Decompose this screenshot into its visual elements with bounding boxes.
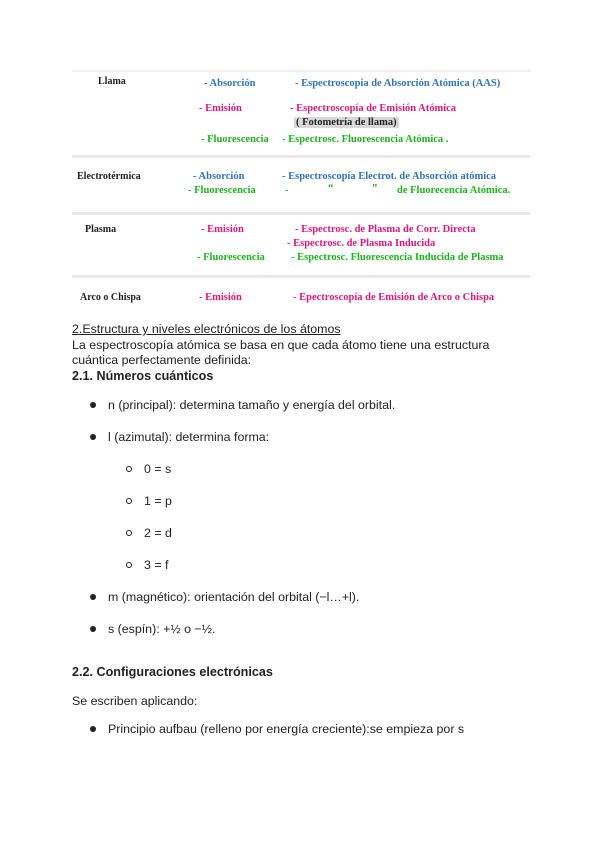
bullet-icon (90, 402, 96, 408)
ditto-mark: “ (328, 183, 334, 194)
circle-bullet-icon (126, 498, 132, 504)
description-plasma-corr-directa: - Espectrosc. de Plasma de Corr. Directa (295, 224, 476, 235)
subsection-title-numeros-cuanticos: 2.1. Números cuánticos (72, 369, 214, 383)
section-title: 2.Estructura y niveles electrónicos de los átomos (72, 322, 341, 336)
description-fluorescencia-atomica: - Espectrosc. Fluorescencia Atómica . (282, 134, 449, 145)
description-fluorescencia-plasma: - Espectrosc. Fluorescencia Inducida de Plasma (291, 252, 504, 263)
bullet-icon (90, 626, 96, 632)
technique-fluorescencia: - Fluorescencia (197, 252, 265, 263)
table-divider (72, 212, 530, 215)
note-fotometria: ( Fotometría de llama) (296, 117, 397, 128)
table-divider (72, 155, 530, 158)
table-divider (72, 275, 530, 278)
intro-line: La espectroscopía atómica se basa en que cada átomo tiene una estructura (72, 338, 490, 352)
technique-fluorescencia: - Fluorescencia (201, 134, 269, 145)
dash-mark: - (285, 185, 289, 196)
subsection-title-configuraciones: 2.2. Configuraciones electrónicas (72, 665, 273, 679)
technique-fluorescencia: - Fluorescencia (188, 185, 256, 196)
description-emision-atomica: - Espectroscopía de Emisión Atómica (290, 103, 457, 114)
description-electrot-absorcion: - Espectroscopía Electrot. de Absorción atómica (282, 171, 497, 182)
bullet-icon (90, 434, 96, 440)
category-llama: Llama (98, 76, 126, 87)
bullet-icon (90, 594, 96, 600)
technique-absorcion: - Absorción (204, 78, 256, 89)
atomic-spectroscopy-table (72, 70, 530, 316)
category-electrotermica: Electrotérmica (77, 171, 141, 182)
ditto-mark: ” (372, 183, 378, 194)
bullet-icon (90, 726, 96, 732)
table-divider (72, 70, 530, 72)
category-plasma: Plasma (85, 224, 117, 235)
technique-emision: - Emisión (199, 292, 242, 303)
category-arco-chispa: Arco o Chispa (80, 292, 141, 303)
description-plasma-inducida: - Espectrosc. de Plasma Inducida (287, 238, 436, 249)
circle-bullet-icon (126, 530, 132, 536)
paragraph: Se escriben aplicando: (72, 694, 198, 708)
description-fluorecencia-atomica: de Fluorecencia Atómica. (397, 185, 511, 196)
technique-absorcion: - Absorción (193, 171, 245, 182)
technique-emision: - Emisión (201, 224, 244, 235)
description-arco-chispa: - Epectroscopía de Emisión de Arco o Chispa (293, 292, 495, 303)
technique-emision: - Emisión (199, 103, 242, 114)
intro-line: cuántica perfectamente definida: (72, 353, 252, 367)
circle-bullet-icon (126, 562, 132, 568)
description-aas: - Espectroscopía de Absorción Atómica (AAS) (295, 78, 501, 89)
circle-bullet-icon (126, 466, 132, 472)
